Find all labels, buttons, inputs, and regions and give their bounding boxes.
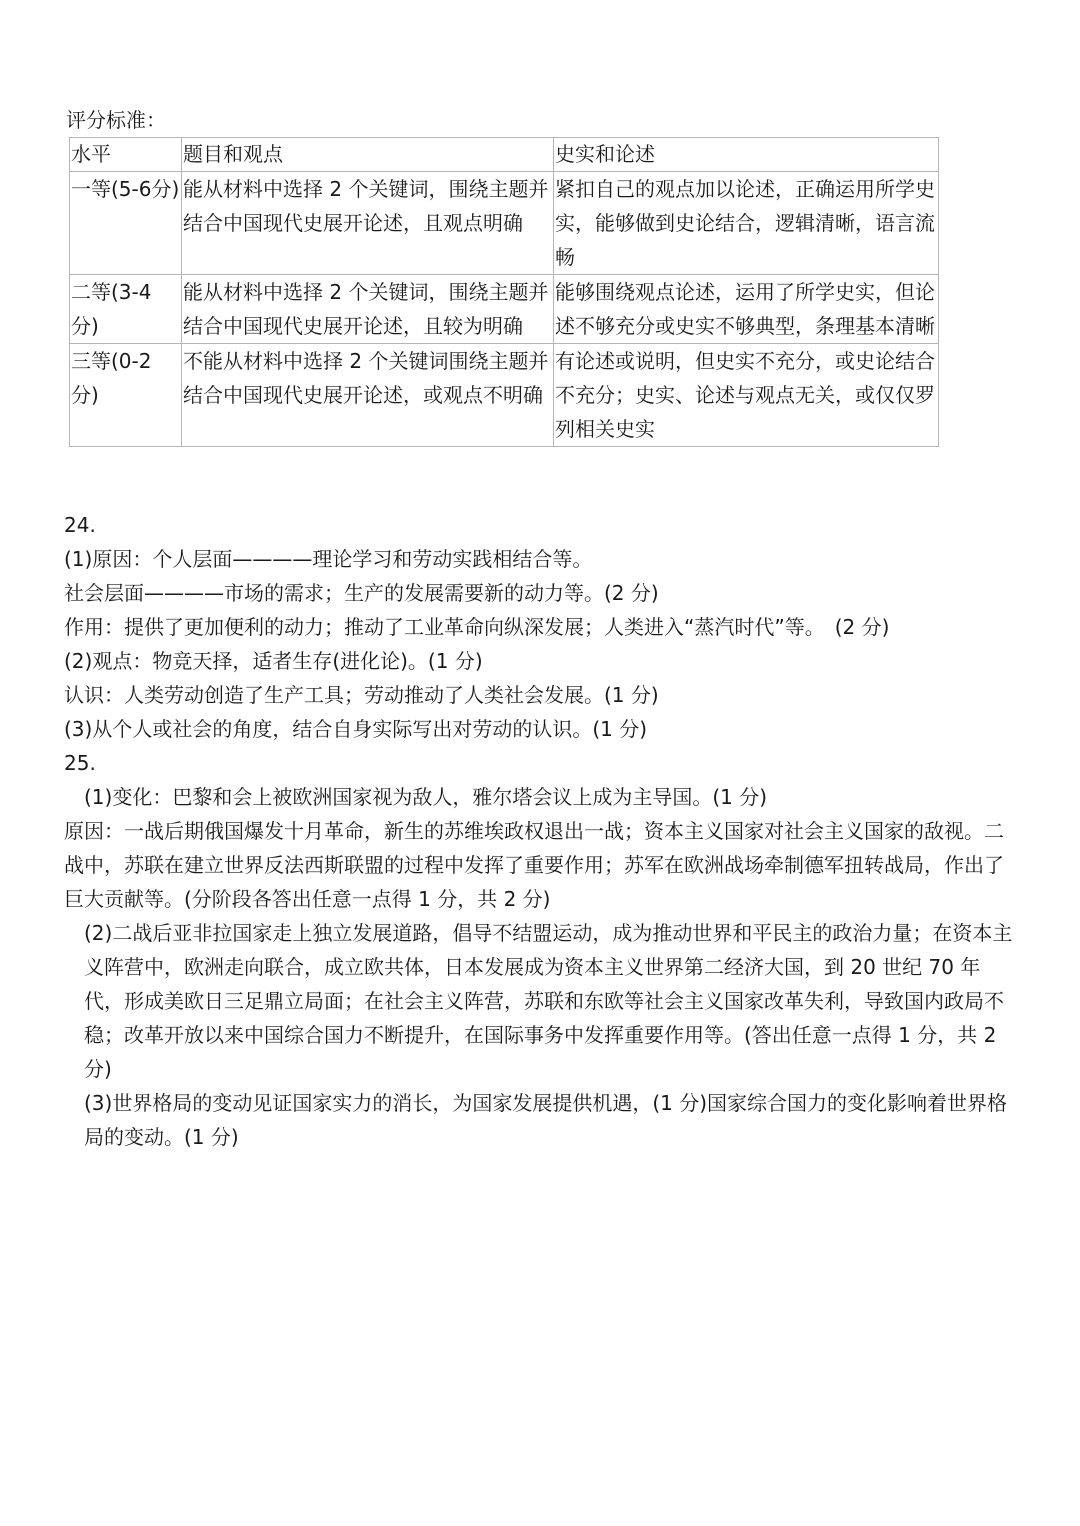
header-argument: 史实和论述 (554, 138, 939, 172)
question-24-number: 24. (64, 513, 96, 537)
q24-part3: (3)从个人或社会的角度，结合自身实际写出对劳动的认识。(1 分) (64, 717, 648, 741)
grading-rubric-table (69, 137, 939, 447)
table-row (70, 275, 939, 344)
header-viewpoint: 题目和观点 (182, 138, 554, 172)
table-row (70, 344, 939, 447)
level-cell: 二等(3-4 分) (70, 275, 182, 344)
table-header-row (70, 138, 939, 172)
q24-understanding: 认识：人类劳动创造了生产工具；劳动推动了人类社会发展。(1 分) (64, 683, 659, 707)
q24-viewpoint: (2)观点：物竞天择，适者生存(进化论)。(1 分) (64, 649, 483, 673)
viewpoint-cell: 能从材料中选择 2 个关键词，围绕主题并结合中国现代史展开论述，且观点明确 (182, 172, 554, 275)
level-cell: 三等(0-2 分) (70, 344, 182, 447)
q25-world-pattern: (2)二战后亚非拉国家走上独立发展道路，倡导不结盟运动，成为推动世界和平民主的政治力量；在资本主义阵营中，欧洲走向联合，成立欧共体，日本发展成为资本主义世界第二经济大国，到 20 世纪 70 年代，形成美欧日三足鼎立局面；在社会主义阵营，苏联和东欧等社会主义国家改革失利，导致国内政局不稳；改革开放以来中国综合国力不断提升，在国际事务中发挥重要作用等。(答出任意一点得 1 分，共 2 分) (84, 921, 1013, 1081)
q24-effect: 作用：提供了更加便利的动力；推动了工业革命向纵深发展；人类进入“蒸汽时代”等。 (2 分) (64, 615, 890, 639)
question-25-number: 25. (64, 751, 96, 775)
q25-reason: 原因：一战后期俄国爆发十月革命，新生的苏维埃政权退出一战；资本主义国家对社会主义国家的敌视。二战中，苏联在建立世界反法西斯联盟的过程中发挥了重要作用；苏军在欧洲战场牵制德军扭转战局，作出了巨大贡献等。(分阶段各答出任意一点得 1 分，共 2 分) (64, 819, 1004, 911)
q25-answer-block (64, 780, 1020, 1154)
header-level: 水平 (70, 138, 182, 172)
argument-cell: 有论述或说明，但史实不充分，或史论结合不充分；史实、论述与观点无关，或仅仅罗列相关史实 (554, 344, 939, 447)
q24-reason-personal: (1)原因：个人层面————理论学习和劳动实践相结合等。 (64, 547, 593, 571)
viewpoint-cell: 能从材料中选择 2 个关键词，围绕主题并结合中国现代史展开论述，且较为明确 (182, 275, 554, 344)
argument-cell: 紧扣自己的观点加以论述，正确运用所学史实，能够做到史论结合，逻辑清晰，语言流畅 (554, 172, 939, 275)
q25-significance: (3)世界格局的变动见证国家实力的消长，为国家发展提供机遇，(1 分)国家综合国力的变化影响着世界格局的变动。(1 分) (84, 1091, 1008, 1149)
grading-criteria-heading: 评分标准： (66, 108, 166, 132)
argument-cell: 能够围绕观点论述，运用了所学史实，但论述不够充分或史实不够典型，条理基本清晰 (554, 275, 939, 344)
q25-change: (1)变化：巴黎和会上被欧洲国家视为敌人，雅尔塔会议上成为主导国。(1 分) (84, 785, 768, 809)
viewpoint-cell: 不能从材料中选择 2 个关键词围绕主题并结合中国现代史展开论述，或观点不明确 (182, 344, 554, 447)
q24-reason-social: 社会层面————市场的需求；生产的发展需要新的动力等。(2 分) (64, 581, 659, 605)
table-row (70, 172, 939, 275)
level-cell: 一等(5-6分) (70, 172, 182, 275)
